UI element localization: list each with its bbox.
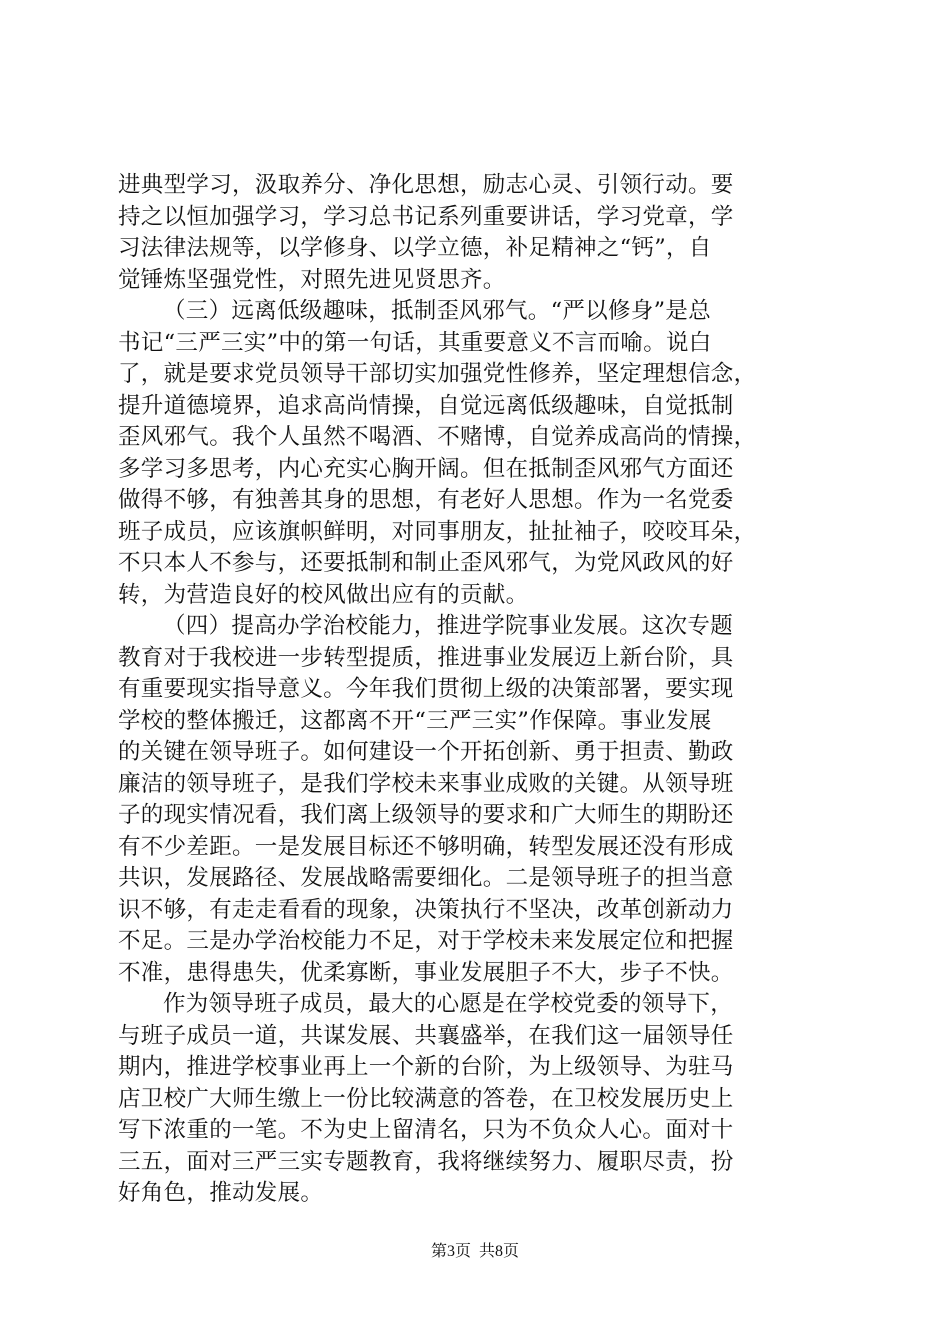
text-line: 不只本人不参与，还要抵制和制止歪风邪气，为党风政风的好 — [118, 550, 734, 576]
text-line: 作为领导班子成员，最大的心愿是在学校党委的领导下， — [163, 991, 734, 1017]
text-line: 好角色，推动发展。 — [118, 1180, 324, 1206]
text-line: 教育对于我校进一步转型提质，推进事业发展迈上新台阶，具 — [118, 644, 734, 671]
text-line: 进典型学习，汲取养分、净化思想，励志心灵、引领行动。要 — [118, 172, 734, 198]
text-line: 歪风邪气。我个人虽然不喝酒、不赌博，自觉养成高尚的情操， — [118, 424, 757, 450]
text-line: 期内，推进学校事业再上一个新的台阶，为上级领导、为驻马 — [118, 1054, 734, 1080]
text-line: 共识，发展路径、发展战略需要细化。二是领导班子的担当意 — [118, 865, 734, 891]
text-line: 不足。三是办学治校能力不足，对于学校未来发展定位和把握 — [118, 928, 734, 954]
text-line: （三）远离低级趣味，抵制歪风邪气。“严以修身”是总 — [163, 298, 712, 324]
text-line: 写下浓重的一笔。不为史上留清名，只为不负众人心。面对十 — [118, 1117, 734, 1143]
text-line: 与班子成员一道，共谋发展、共襄盛举，在我们这一届领导任 — [118, 1022, 734, 1049]
text-line: 持之以恒加强学习，学习总书记系列重要讲话，学习党章，学 — [118, 203, 734, 230]
page-number: 第3页 — [430, 1243, 471, 1260]
text-line: 提升道德境界，追求高尚情操，自觉远离低级趣味，自觉抵制 — [118, 392, 734, 419]
text-line: 习法律法规等，以学修身、以学立德，补足精神之“钙”，自 — [118, 235, 712, 261]
text-line: 三五，面对三严三实专题教育，我将继续努力、履职尽责，扮 — [118, 1148, 734, 1175]
text-line: 书记“三严三实”中的第一句话，其重要意义不言而喻。说白 — [118, 329, 712, 356]
text-line: 店卫校广大师生缴上一份比较满意的答卷，在卫校发展历史上 — [118, 1085, 734, 1112]
text-line: 班子成员，应该旗帜鲜明，对同事朋友，扯扯袖子，咬咬耳朵， — [118, 518, 757, 545]
text-line: 觉锤炼坚强党性，对照先进见贤思齐。 — [118, 266, 506, 293]
text-line: 的关键在领导班子。如何建设一个开拓创新、勇于担责、勤政 — [118, 739, 734, 765]
text-line: 不准，患得患失，优柔寡断，事业发展胆子不大，步子不快。 — [118, 959, 734, 986]
text-line: 有不少差距。一是发展目标还不够明确，转型发展还没有形成 — [118, 833, 734, 860]
document-body — [118, 170, 838, 1210]
text-line: 做得不够，有独善其身的思想，有老好人思想。作为一名党委 — [118, 487, 734, 513]
text-line: 转，为营造良好的校风做出应有的贡献。 — [118, 581, 529, 608]
text-line: 学校的整体搬迁，这都离不开“三严三实”作保障。事业发展 — [118, 707, 712, 734]
text-line: 了，就是要求党员领导干部切实加强党性修养，坚定理想信念， — [118, 361, 757, 387]
page-total: 共8页 — [479, 1243, 520, 1260]
text-line: 廉洁的领导班子，是我们学校未来事业成败的关键。从领导班 — [118, 770, 734, 797]
text-line: 子的现实情况看，我们离上级领导的要求和广大师生的期盼还 — [118, 802, 734, 828]
page-footer — [0, 1242, 950, 1262]
text-line: （四）提高办学治校能力，推进学院事业发展。这次专题 — [163, 613, 734, 639]
text-line: 多学习多思考，内心充实心胸开阔。但在抵制歪风邪气方面还 — [118, 455, 734, 482]
text-line: 识不够，有走走看看的现象，决策执行不坚决，改革创新动力 — [118, 896, 734, 923]
text-line: 有重要现实指导意义。今年我们贯彻上级的决策部署，要实现 — [118, 676, 734, 702]
